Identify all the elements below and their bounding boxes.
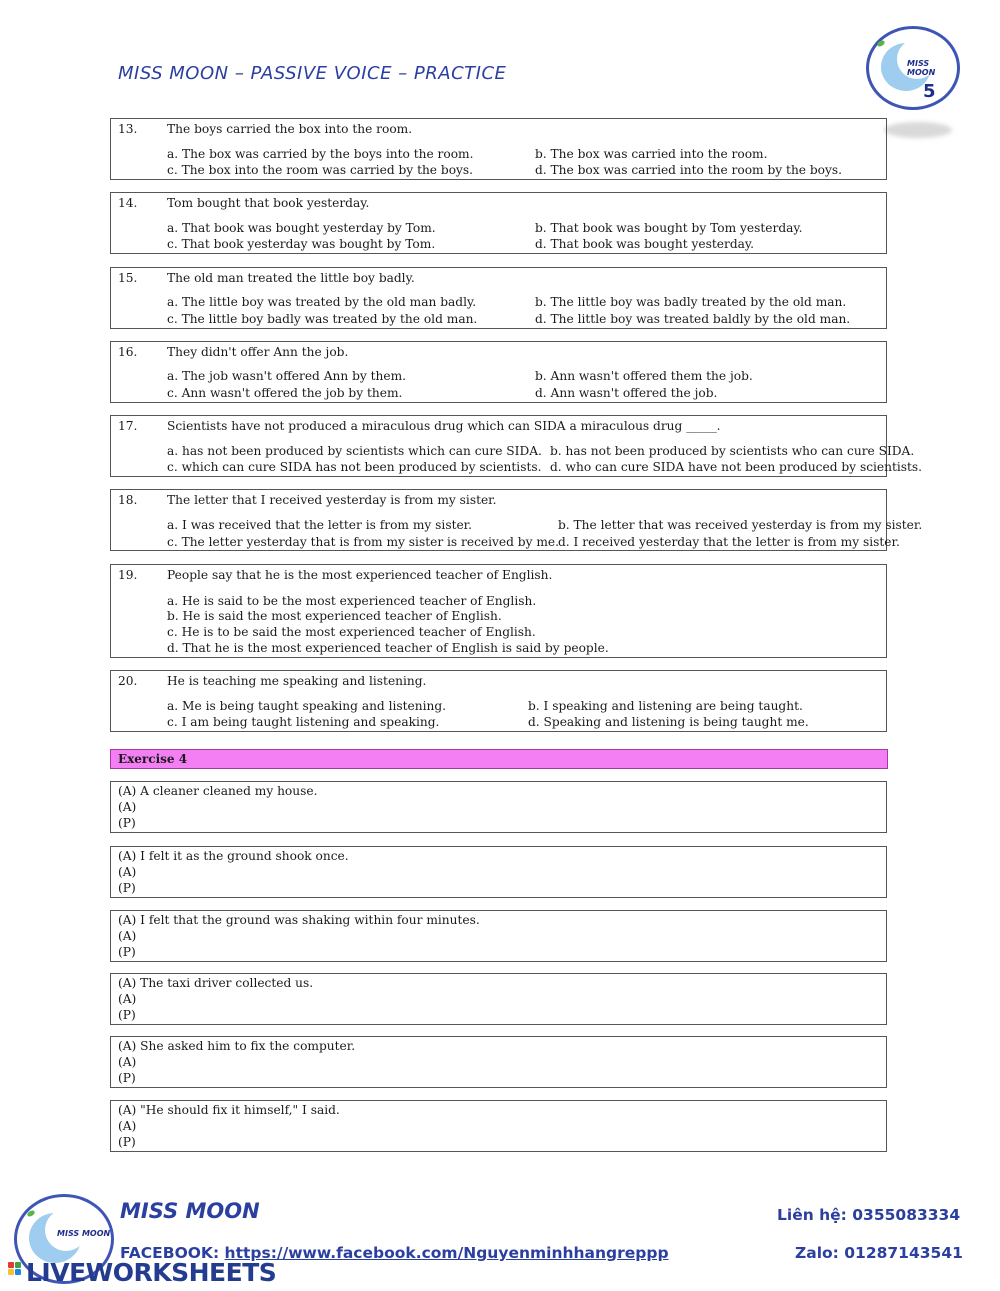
option-b[interactable]: b. I speaking and listening are being taught. (528, 699, 803, 713)
option-d[interactable]: d. Speaking and listening is being taught me. (528, 715, 809, 729)
active-answer-field[interactable]: (A) (118, 799, 137, 814)
active-answer-field[interactable]: (A) (118, 1118, 137, 1133)
question-number: 17. (118, 419, 138, 433)
option-c[interactable]: c. That book yesterday was bought by Tom. (167, 237, 436, 251)
contact-phone: Liên hệ: 0355083334 (777, 1206, 961, 1224)
question-13 (110, 118, 887, 180)
question-18 (110, 489, 923, 551)
exercise-item-5 (110, 1036, 887, 1088)
option-c[interactable]: c. I am being taught listening and speaking. (167, 715, 440, 729)
option-b[interactable]: b. He is said the most experienced teacher of English. (167, 609, 502, 623)
question-16 (110, 341, 887, 403)
question-number: 18. (118, 493, 138, 507)
passive-answer-field[interactable]: (P) (118, 1007, 136, 1022)
option-d[interactable]: d. who can cure SIDA have not been produced by scientists. (550, 460, 923, 474)
option-a[interactable]: a. He is said to be the most experienced teacher of English. (167, 594, 537, 608)
exercise-item-1 (110, 781, 887, 833)
option-d[interactable]: d. Ann wasn't offered the job. (535, 386, 718, 400)
option-c[interactable]: c. The box into the room was carried by the boys. (167, 163, 474, 177)
question-text: The boys carried the box into the room. (167, 122, 413, 136)
option-d[interactable]: d. That he is the most experienced teacher of English is said by people. (167, 641, 609, 655)
question-19 (110, 564, 887, 658)
decorative-shadow (884, 122, 952, 138)
liveworksheets-badge-icon (8, 1262, 22, 1284)
exercise-item-6 (110, 1100, 887, 1152)
passive-answer-field[interactable]: (P) (118, 815, 136, 830)
passive-answer-field[interactable]: (P) (118, 1070, 136, 1085)
option-c[interactable]: c. Ann wasn't offered the job by them. (167, 386, 403, 400)
option-d[interactable]: d. That book was bought yesterday. (535, 237, 755, 251)
exercise-item-3 (110, 910, 887, 962)
question-number: 14. (118, 196, 138, 210)
question-text: Scientists have not produced a miraculous drug which can SIDA a miraculous drug _____. (167, 419, 721, 433)
active-answer-field[interactable]: (A) (118, 991, 137, 1006)
option-b[interactable]: b. The little boy was badly treated by the old man. (535, 295, 847, 309)
option-a[interactable]: a. The job wasn't offered Ann by them. (167, 369, 407, 383)
active-sentence: (A) I felt that the ground was shaking within four minutes. (118, 913, 480, 927)
option-a[interactable]: a. Me is being taught speaking and listening. (167, 699, 447, 713)
option-c[interactable]: c. which can cure SIDA has not been produced by scientists. (167, 460, 542, 474)
option-c[interactable]: c. The letter yesterday that is from my sister is received by me. (167, 535, 559, 549)
leaf-icon (26, 1209, 35, 1217)
footer-logo-brand-text: MISS MOON (57, 1229, 111, 1238)
exercise-item-4 (110, 973, 887, 1025)
active-sentence: (A) The taxi driver collected us. (118, 976, 314, 990)
option-d[interactable]: d. I received yesterday that the letter is from my sister. (558, 535, 900, 549)
question-text: The old man treated the little boy badly. (167, 271, 415, 285)
active-answer-field[interactable]: (A) (118, 864, 137, 879)
question-text: The letter that I received yesterday is from my sister. (167, 493, 497, 507)
exercise-item-2 (110, 846, 887, 898)
option-b[interactable]: b. The box was carried into the room. (535, 147, 768, 161)
question-number: 13. (118, 122, 138, 136)
active-sentence: (A) "He should fix it himself," I said. (118, 1103, 340, 1117)
option-a[interactable]: a. I was received that the letter is from my sister. (167, 518, 473, 532)
page-title: MISS MOON – PASSIVE VOICE – PRACTICE (118, 63, 507, 84)
leaf-icon (876, 39, 885, 47)
option-a[interactable]: a. That book was bought yesterday by Tom. (167, 221, 436, 235)
active-answer-field[interactable]: (A) (118, 928, 137, 943)
question-number: 15. (118, 271, 138, 285)
option-c[interactable]: c. He is to be said the most experienced teacher of English. (167, 625, 536, 639)
option-a[interactable]: a. The box was carried by the boys into the room. (167, 147, 474, 161)
question-text: Tom bought that book yesterday. (167, 196, 370, 210)
option-b[interactable]: b. Ann wasn't offered them the job. (535, 369, 753, 383)
question-text: They didn't offer Ann the job. (167, 345, 349, 359)
facebook-link[interactable]: https://www.facebook.com/Nguyenminhhangreppp (224, 1244, 669, 1262)
active-sentence: (A) A cleaner cleaned my house. (118, 784, 318, 798)
footer-brand: MISS MOON (120, 1199, 260, 1223)
option-a[interactable]: a. has not been produced by scientists which can cure SIDA. (167, 444, 542, 458)
option-d[interactable]: d. The little boy was treated baldly by the old man. (535, 312, 851, 326)
contact-zalo: Zalo: 01287143541 (795, 1244, 963, 1262)
option-b[interactable]: b. That book was bought by Tom yesterday. (535, 221, 803, 235)
question-17 (110, 415, 923, 477)
question-number: 20. (118, 674, 138, 688)
logo-brand-text: MISS MOON (907, 59, 936, 77)
option-a[interactable]: a. The little boy was treated by the old man badly. (167, 295, 477, 309)
active-sentence: (A) I felt it as the ground shook once. (118, 849, 349, 863)
option-c[interactable]: c. The little boy badly was treated by the old man. (167, 312, 478, 326)
exercise-4-heading: Exercise 4 (110, 749, 888, 769)
passive-answer-field[interactable]: (P) (118, 1134, 136, 1149)
miss-moon-logo (866, 26, 960, 110)
option-b[interactable]: b. has not been produced by scientists who can cure SIDA. (550, 444, 915, 458)
passive-answer-field[interactable]: (P) (118, 944, 136, 959)
option-b[interactable]: b. The letter that was received yesterday is from my sister. (558, 518, 923, 532)
question-text: He is teaching me speaking and listening. (167, 674, 427, 688)
liveworksheets-watermark: LIVEWORKSHEETS (26, 1258, 277, 1287)
option-d[interactable]: d. The box was carried into the room by the boys. (535, 163, 843, 177)
passive-answer-field[interactable]: (P) (118, 880, 136, 895)
question-text: People say that he is the most experienced teacher of English. (167, 568, 553, 582)
question-number: 16. (118, 345, 138, 359)
facebook-label: FACEBOOK: (120, 1244, 225, 1262)
question-number: 19. (118, 568, 138, 582)
active-sentence: (A) She asked him to fix the computer. (118, 1039, 356, 1053)
active-answer-field[interactable]: (A) (118, 1054, 137, 1069)
question-15 (110, 267, 887, 329)
question-14 (110, 192, 887, 254)
page-number: 5 (923, 81, 936, 102)
question-20 (110, 670, 887, 732)
